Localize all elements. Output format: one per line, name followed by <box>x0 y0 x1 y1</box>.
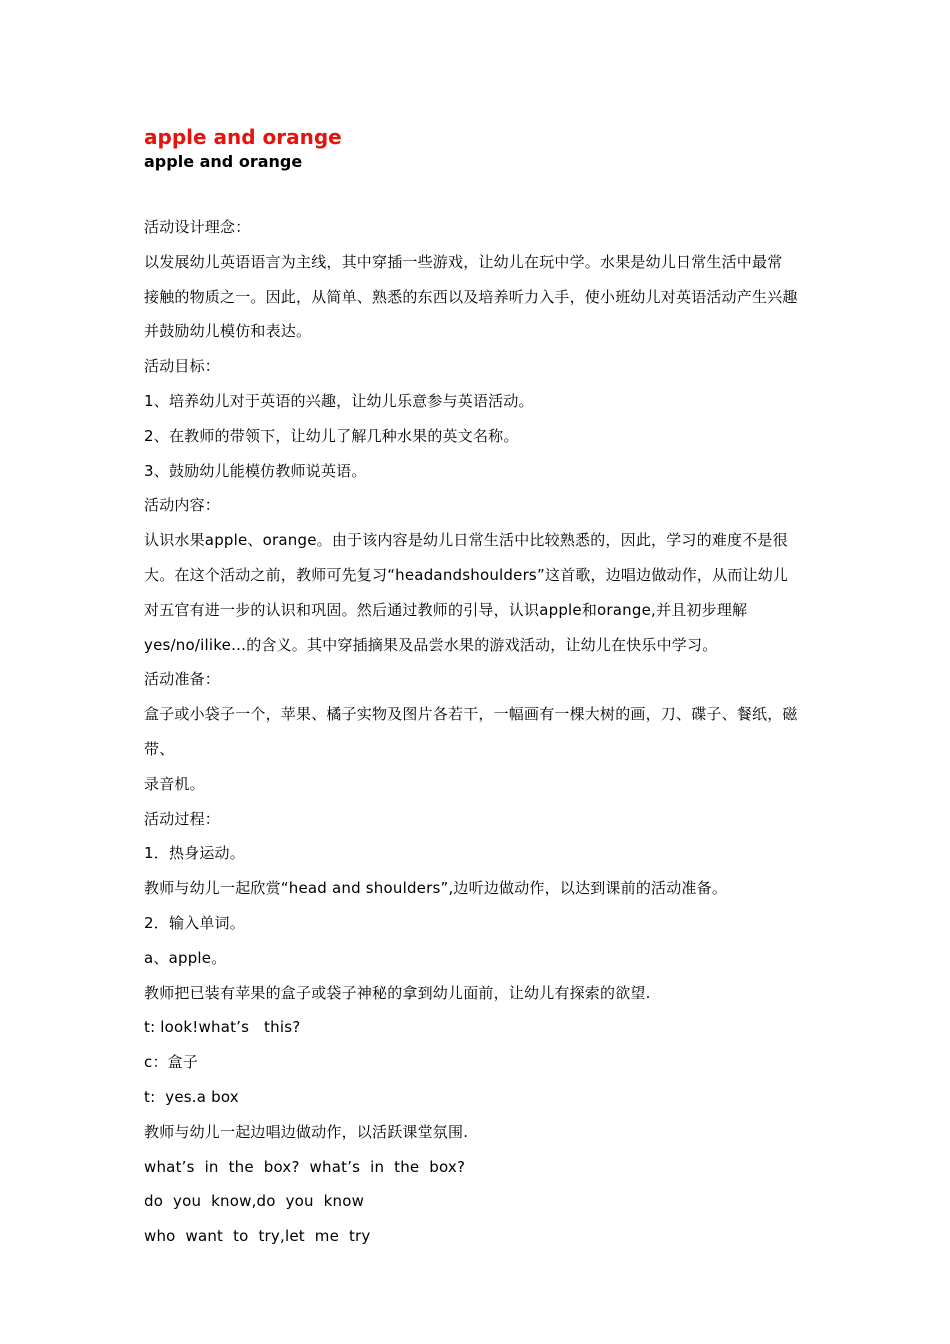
body-line: 活动过程： <box>144 809 221 828</box>
body-line: 教师把已装有苹果的盒子或袋子神秘的拿到幼儿面前，让幼儿有探索的欲望. <box>144 983 651 1002</box>
body-line: 2．输入单词。 <box>144 913 245 932</box>
body-line: 认识水果apple、orange。由于该内容是幼儿日常生活中比较熟悉的，因此，学习的难度不是很 <box>144 531 788 550</box>
body-line: 以发展幼儿英语语言为主线，其中穿插一些游戏，让幼儿在玩中学。水果是幼儿日常生活中最常 <box>144 252 783 271</box>
body-line: 教师与幼儿一起欣赏“head and shoulders”,边听边做动作，以达到课前的活动准备。 <box>144 879 728 898</box>
document-title: apple and orange <box>144 125 342 149</box>
body-line: 对五官有进一步的认识和巩固。然后通过教师的引导，认识apple和orange,并且初步理解 <box>144 600 748 619</box>
body-line: 活动目标： <box>144 357 221 376</box>
document-body <box>144 210 824 1254</box>
body-line: 活动设计理念： <box>144 218 251 236</box>
body-line: t: look!what’s this? <box>144 1018 301 1037</box>
body-line: 盒子或小袋子一个，苹果、橘子实物及图片各若干，一幅画有一棵大树的画，刀、碟子、餐纸，磁带、 <box>144 705 798 758</box>
body-line: 活动准备： <box>144 670 221 689</box>
body-line: 3、鼓励幼儿能模仿教师说英语。 <box>144 461 367 480</box>
body-line: 教师与幼儿一起边唱边做动作，以活跃课堂氛围. <box>144 1122 469 1141</box>
body-line: t: yes.a box <box>144 1087 239 1106</box>
body-line: yes/no/ilike…的含义。其中穿插摘果及品尝水果的游戏活动，让幼儿在快乐中学习。 <box>144 635 718 654</box>
body-line: 1、培养幼儿对于英语的兴趣，让幼儿乐意参与英语活动。 <box>144 391 534 410</box>
document-content <box>144 124 824 1254</box>
body-line: 大。在这个活动之前，教师可先复习“headandshoulders”这首歌，边唱边做动作，从而让幼儿 <box>144 565 789 584</box>
body-line: 2、在教师的带领下，让幼儿了解几种水果的英文名称。 <box>144 426 519 445</box>
body-line: 并鼓励幼儿模仿和表达。 <box>144 322 312 341</box>
body-line: 1．热身运动。 <box>144 844 245 863</box>
body-line: 活动内容： <box>144 496 221 515</box>
document-subtitle: apple and orange <box>144 152 303 171</box>
body-line: do you know,do you know <box>144 1192 365 1211</box>
body-line: 接触的物质之一。因此，从简单、熟悉的东西以及培养听力入手，使小班幼儿对英语活动产生兴趣 <box>144 287 798 306</box>
body-line: c：盒子 <box>144 1053 199 1072</box>
body-line: 录音机。 <box>144 774 205 793</box>
body-line: who want to try,let me try <box>144 1227 371 1246</box>
body-line: a、apple。 <box>144 948 227 967</box>
body-line: what’s in the box? what’s in the box? <box>144 1157 466 1176</box>
